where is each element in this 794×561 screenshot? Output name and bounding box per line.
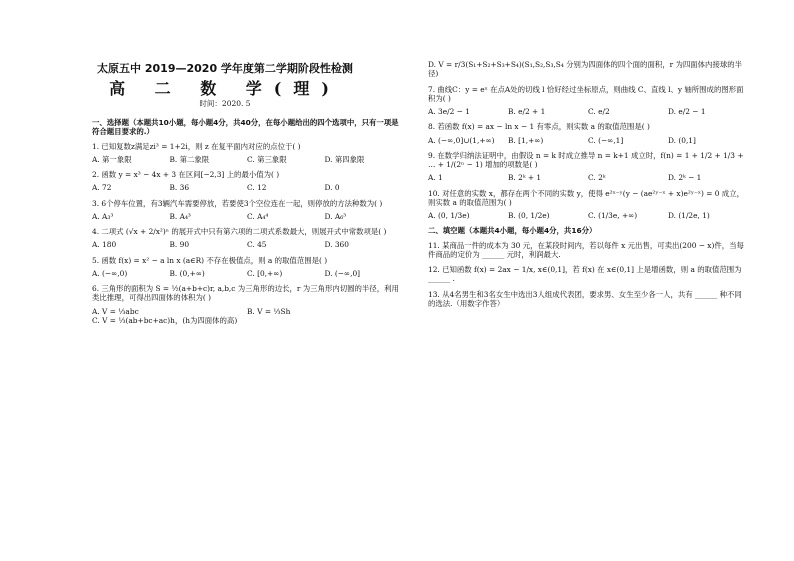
question-stem: 8. 若函数 f(x) = ax − ln x − 1 有零点，则实数 a 的取值范围是( ) [428,122,650,132]
option-c: C. A₄⁴ [247,211,269,221]
question-stem: 10. 对任意的实数 x，都存在两个不同的实数 y，使得 e²ˣ⁻ʸ(y − (ae²ʸ⁻ˣ + x)e²ʸ⁻ˣ) = 0 成立，则实数 a 的取值范围为( ) [428,188,744,207]
question-5 [92,256,402,279]
question-1 [92,142,402,165]
option-d: D. (1/2e, 1) [668,211,710,220]
option-a: A. (−∞,0) [92,268,128,278]
question-stem: 12. 已知函数 f(x) = 2ax − 1/x, x∈(0,1]，若 f(x) 在 x∈(0,1] 上是增函数，则 a 的取值范围为 ______ . [428,265,742,284]
question-6 [92,284,402,325]
option-d: D. (0,1] [668,135,696,145]
option-c: C. 45 [247,240,267,250]
option-b: B. (0, 1/2e) [508,211,550,220]
section-heading: 一、选择题（本题共10小题，每小题4分，共40分，在每小题给出的四个选项中，只有一项是符合题目要求的.） [92,118,399,137]
question-8 [428,122,748,145]
option-b: B. e/2 + 1 [508,107,546,116]
question-stem: 6. 三角形的面积为 S = ½(a+b+c)r, a,b,c 为三角形的边长，r 为三角形内切圆的半径，利用类比推理，可得出四面体的体积为( ) [92,284,399,303]
option-c: C. 2ᵏ [588,173,606,183]
question-stem: 11. 某商品一件的成本为 30 元，在某段时间内，若以每件 x 元出售，可卖出(200 − x)件，当每件商品的定价为 ______ 元时，利润最大. [428,240,744,259]
question-12 [428,265,748,284]
question-stem: 1. 已知复数z满足zi³ = 1+2i，则 z 在复平面内对应的点位于( ) [92,141,301,151]
subject-title: 高 二 数 学(理) [109,79,341,98]
option-d: D. 2ᵏ − 1 [668,173,702,183]
option-b: B. 90 [169,240,190,250]
option-c: C. V = ⅓(ab+bc+ac)h，(h为四面体的高) [92,315,238,325]
question-stem: 3. 6个停车位置，有3辆汽车需要停放，若要使3个空位连在一起，则停放的方法种数为( ) [92,198,383,208]
question-13 [428,290,748,309]
option-d: D. V = r/3(S₁+S₂+S₃+S₄)(S₁,S₂,S₃,S₄ 分别为四面体的四个面的面积，r 为四面体内接球的半径) [428,60,743,79]
question-7 [428,85,748,117]
question-4 [92,227,402,250]
option-a: A. 72 [92,183,112,193]
question-11 [428,241,748,260]
right-column [428,60,748,314]
option-c: C. e/2 [588,107,610,116]
question-stem: 5. 函数 f(x) = x² − a ln x (a∈R) 不存在极值点，则 a 的取值范围是( ) [92,255,328,265]
option-a: A. (0, 1/3e) [428,211,470,220]
exam-time: 时间：2020. 5 [199,99,251,108]
option-a: A. 第一象限 [92,154,132,164]
option-a: A. A₃³ [92,211,114,221]
option-c: C. (1/3e, +∞) [588,211,638,220]
option-d: D. 360 [324,240,349,250]
option-b: B. [1,+∞) [508,135,544,145]
option-b: B. 2ᵏ + 1 [508,173,542,183]
question-10 [428,189,748,221]
option-d: D. (−∞,0] [324,268,361,278]
question-stem: 4. 二项式 (√x + 2/x²)ⁿ 的展开式中只有第六项的二项式系数最大，则展开式中常数项是( ) [92,227,387,236]
option-b: B. A₄³ [169,211,191,221]
option-c: C. (−∞,1] [588,135,624,145]
option-d: D. 第四象限 [324,154,365,164]
question-stem: 13. 从4名男生和3名女生中选出3人组成代表团，要求男、女生至少各一人，共有 ______ 种不同的选法.（用数字作答） [428,289,742,308]
option-b: B. 第二象限 [169,154,210,164]
question-3 [92,199,402,222]
option-d: D. A₆³ [324,211,347,221]
option-b: B. (0,+∞) [169,268,205,278]
option-a: A. 180 [92,240,117,250]
question-stem: 9. 在数学归纳法证明中，由假设 n = k 时成立推导 n = k+1 成立时，f(n) = 1 + 1/2 + 1/3 + … + 1/(2ⁿ − 1) 增加的项数是( ) [428,150,744,169]
option-d: D. 0 [324,183,340,193]
option-a: A. (−∞,0]∪(1,+∞) [428,135,495,145]
question-2 [92,170,402,193]
option-b: B. V = ⅓Sh [247,306,291,316]
question-9 [428,151,748,183]
left-column [92,118,402,331]
section-heading: 二、填空题（本题共4小题，每小题4分，共16分） [428,226,597,236]
question-6-option-d [428,60,748,79]
exam-title: 太原五中 2019—2020 学年度第二学期阶段性检测 [97,62,353,75]
option-c: C. 12 [247,183,267,193]
option-b: B. 36 [169,183,190,193]
option-c: C. [0,+∞) [247,268,283,278]
option-a: A. V = ⅓abc [92,306,139,316]
option-d: D. e/2 − 1 [668,107,706,116]
question-stem: 2. 函数 y = x³ − 4x + 3 在区间[−2,3] 上的最小值为( ) [92,170,280,179]
question-stem: 7. 曲线C：y = eˣ 在点A处的切线 l 恰好经过坐标原点，则曲线 C、直线 l、y 轴所围成的图形面积为( ) [428,84,744,103]
option-a: A. 1 [428,173,443,183]
option-c: C. 第三象限 [247,154,287,164]
option-a: A. 3e/2 − 1 [428,107,470,116]
